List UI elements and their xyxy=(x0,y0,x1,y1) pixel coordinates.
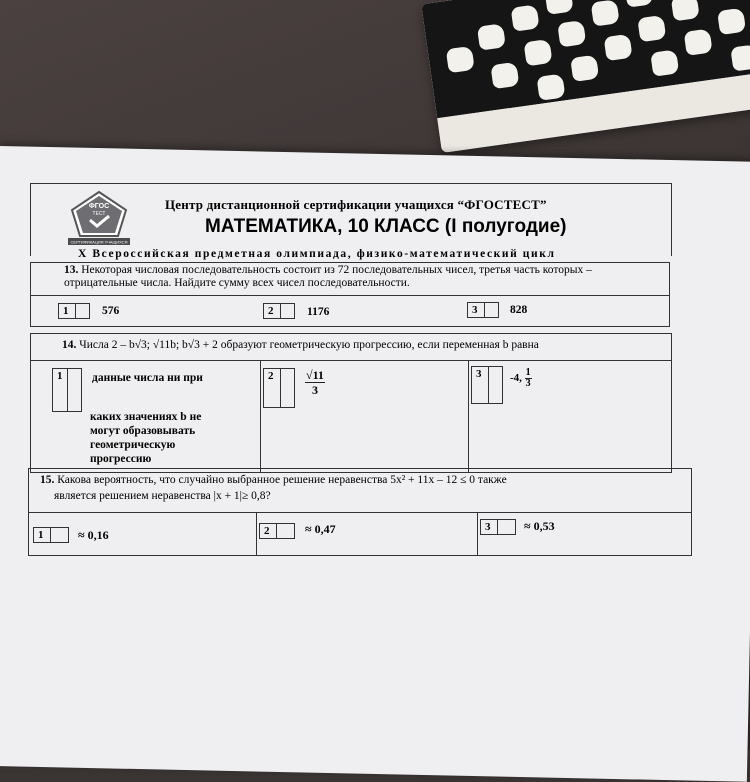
answer-14-3-number: 3 xyxy=(476,368,482,380)
answer-15-3-checkbox[interactable] xyxy=(480,519,516,535)
question-14-col-divider-1 xyxy=(260,360,261,473)
question-15-divider xyxy=(28,512,692,513)
question-15-number: 15. xyxy=(40,474,55,486)
answer-15-1-number: 1 xyxy=(38,529,44,541)
answer-15-3-number: 3 xyxy=(485,521,491,533)
question-14-formula: Числа 2 – b√3; √11b; b√3 + 2 xyxy=(79,339,218,351)
answer-15-2-checkbox[interactable] xyxy=(259,523,295,539)
question-13-number: 13. xyxy=(64,264,79,276)
answer-13-3-number: 3 xyxy=(472,304,478,316)
answer-14-1-line1: данные числа ни при xyxy=(92,372,203,384)
answer-14-2-text xyxy=(305,368,325,397)
svg-text:ТЕСТ: ТЕСТ xyxy=(92,211,106,217)
answer-13-1-number: 1 xyxy=(63,305,69,317)
answer-14-1-line4: геометрическую xyxy=(90,439,176,451)
answer-14-2-number: 2 xyxy=(268,370,274,382)
answer-14-1-continuation xyxy=(90,410,201,466)
svg-text:ФГОС: ФГОС xyxy=(88,203,110,210)
answer-14-3-denominator: 3 xyxy=(525,378,531,389)
answer-14-3-numerator: 1 xyxy=(525,367,531,378)
question-14-body: образуют геометрическую прогрессию, если переменная b равна xyxy=(220,339,539,351)
answer-14-2-numerator: √11 xyxy=(306,368,324,382)
question-14-col-divider-2 xyxy=(468,360,469,473)
answer-15-2-number: 2 xyxy=(264,525,270,537)
answer-14-1-line3: могут образовывать xyxy=(90,425,196,437)
answer-14-1-line2: каких значениях b не xyxy=(90,411,202,423)
answer-15-3-text: ≈ 0,53 xyxy=(524,519,555,533)
question-14-text xyxy=(62,339,672,352)
question-14-number: 14. xyxy=(62,339,77,351)
question-13-divider xyxy=(30,295,670,296)
fgos-logo xyxy=(68,190,130,246)
question-15-col-divider-1 xyxy=(256,512,257,556)
answer-14-1-text xyxy=(92,371,203,386)
question-13-text xyxy=(64,264,664,290)
question-15-line2: является решением неравенства |x + 1|≥ 0,8? xyxy=(54,490,271,502)
question-15-col-divider-2 xyxy=(477,512,478,556)
answer-13-2-text: 1176 xyxy=(307,306,330,318)
organization-name: Центр дистанционной сертификации учащихся “ФГОСТЕСТ” xyxy=(165,197,547,212)
olympiad-subtitle: X Всероссийская предметная олимпиада, физико-математический цикл xyxy=(78,248,556,260)
answer-15-1-checkbox[interactable] xyxy=(33,527,69,543)
answer-13-3-checkbox[interactable] xyxy=(467,302,499,318)
answer-14-1-checkbox[interactable] xyxy=(52,368,82,412)
answer-13-1-checkbox[interactable] xyxy=(58,303,90,319)
answer-14-2-denominator: 3 xyxy=(311,383,318,397)
question-13-body: Некоторая числовая последовательность состоит из 72 последовательных чисел, третья часть которых – отрицательные числа. Найдите сумму всех чисел последовательности. xyxy=(64,264,592,289)
answer-15-1-text: ≈ 0,16 xyxy=(78,528,109,542)
answer-13-1-text: 576 xyxy=(102,305,120,317)
question-14-divider xyxy=(30,360,672,361)
question-15-text xyxy=(40,472,690,504)
answer-14-1-number: 1 xyxy=(57,370,63,382)
answer-14-2-checkbox[interactable] xyxy=(263,368,295,408)
answer-14-1-line5: прогрессию xyxy=(90,453,152,465)
answer-13-2-number: 2 xyxy=(268,305,274,317)
answer-13-2-checkbox[interactable] xyxy=(263,303,295,319)
page-title: МАТЕМАТИКА, 10 КЛАСС (I полугодие) xyxy=(205,216,567,237)
svg-text:СЕРТИФИКАЦИЯ УЧАЩИХСЯ: СЕРТИФИКАЦИЯ УЧАЩИХСЯ xyxy=(70,239,128,245)
question-15-line1: Какова вероятность, что случайно выбранное решение неравенства 5x² + 11x – 12 ≤ 0 также xyxy=(57,474,507,486)
answer-14-3-integer: -4, xyxy=(510,372,522,385)
answer-15-2-text: ≈ 0,47 xyxy=(305,522,336,536)
answer-14-3-checkbox[interactable] xyxy=(471,366,503,404)
answer-13-3-text: 828 xyxy=(510,304,528,316)
answer-14-3-text xyxy=(510,368,532,389)
